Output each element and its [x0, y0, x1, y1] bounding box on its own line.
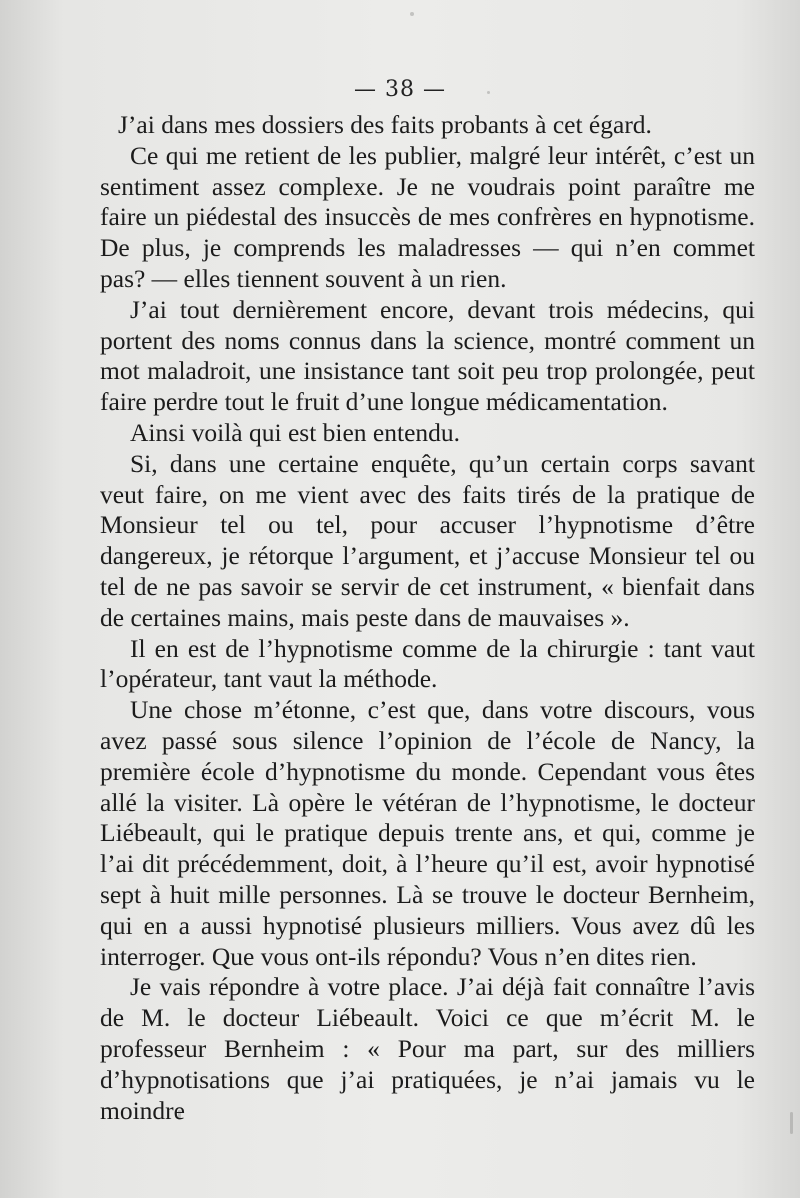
paragraph: Si, dans une certaine enquête, qu’un certain corps savant veut faire, on me vient avec des faits tirés de la pratique de Monsieur tel ou tel, pour accuser l’hypnotisme d’être dangereux, je rétorque l’argument, et j’accuse Monsieur tel ou tel de ne pas savoir se servir de cet instrument, « bienfait dans de certaines mains, mais peste dans de mauvaises ». — [100, 448, 755, 632]
paper-speck — [410, 12, 414, 16]
page-number: — 38 — — [354, 77, 446, 102]
paragraph: Une chose m’étonne, c’est que, dans votre discours, vous avez passé sous silence l’opinion de l’école de Nancy, la première école d’hypnotisme du monde. Cependant vous êtes allé la visiter. Là opère le vétéran de l’hypnotisme, le docteur Liébeault, qui le pratique depuis trente ans, et qui, comme je l’ai dit précédemment, doit, à l’heure qu’il est, avoir hypnotisé sept à huit mille personnes. Là se trouve le docteur Bernheim, qui en a aussi hypnotisé plusieurs milliers. Vous avez dû les interroger. Que vous ont-ils répondu? Vous n’en dites rien. — [100, 695, 755, 971]
paragraph: Il en est de l’hypnotisme comme de la chirurgie : tant vaut l’opérateur, tant vaut la méthode. — [100, 633, 755, 694]
paragraph: Ce qui me retient de les publier, malgré leur intérêt, c’est un sentiment assez complexe. Je ne voudrais point paraître me faire un piédestal des insuccès de mes confrères en hypnotisme. De plus, je comprends les maladresses — qui n’en commet pas? — elles tiennent souvent à un rien. — [100, 140, 755, 293]
body-text — [100, 110, 755, 1126]
paragraph: J’ai dans mes dossiers des faits probants à cet égard. — [118, 110, 652, 139]
paragraph: Ainsi voilà qui est bien entendu. — [130, 417, 461, 447]
paper-speck — [790, 1112, 793, 1134]
paragraph: Je vais répondre à votre place. J’ai déjà fait connaître l’avis de M. le docteur Liébeault. Voici ce que m’écrit M. le professeur Bernheim : « Pour ma part, sur des milliers d’hypnotisations que j’ai pratiquées, je n’ai jamais vu le moindre — [100, 972, 755, 1125]
paragraph: J’ai tout dernièrement encore, devant trois médecins, qui portent des noms connus dans la science, montré comment un mot maladroit, une insistance tant soit peu trop prolongée, peut faire perdre tout le fruit d’une longue médicamentation. — [100, 294, 755, 417]
